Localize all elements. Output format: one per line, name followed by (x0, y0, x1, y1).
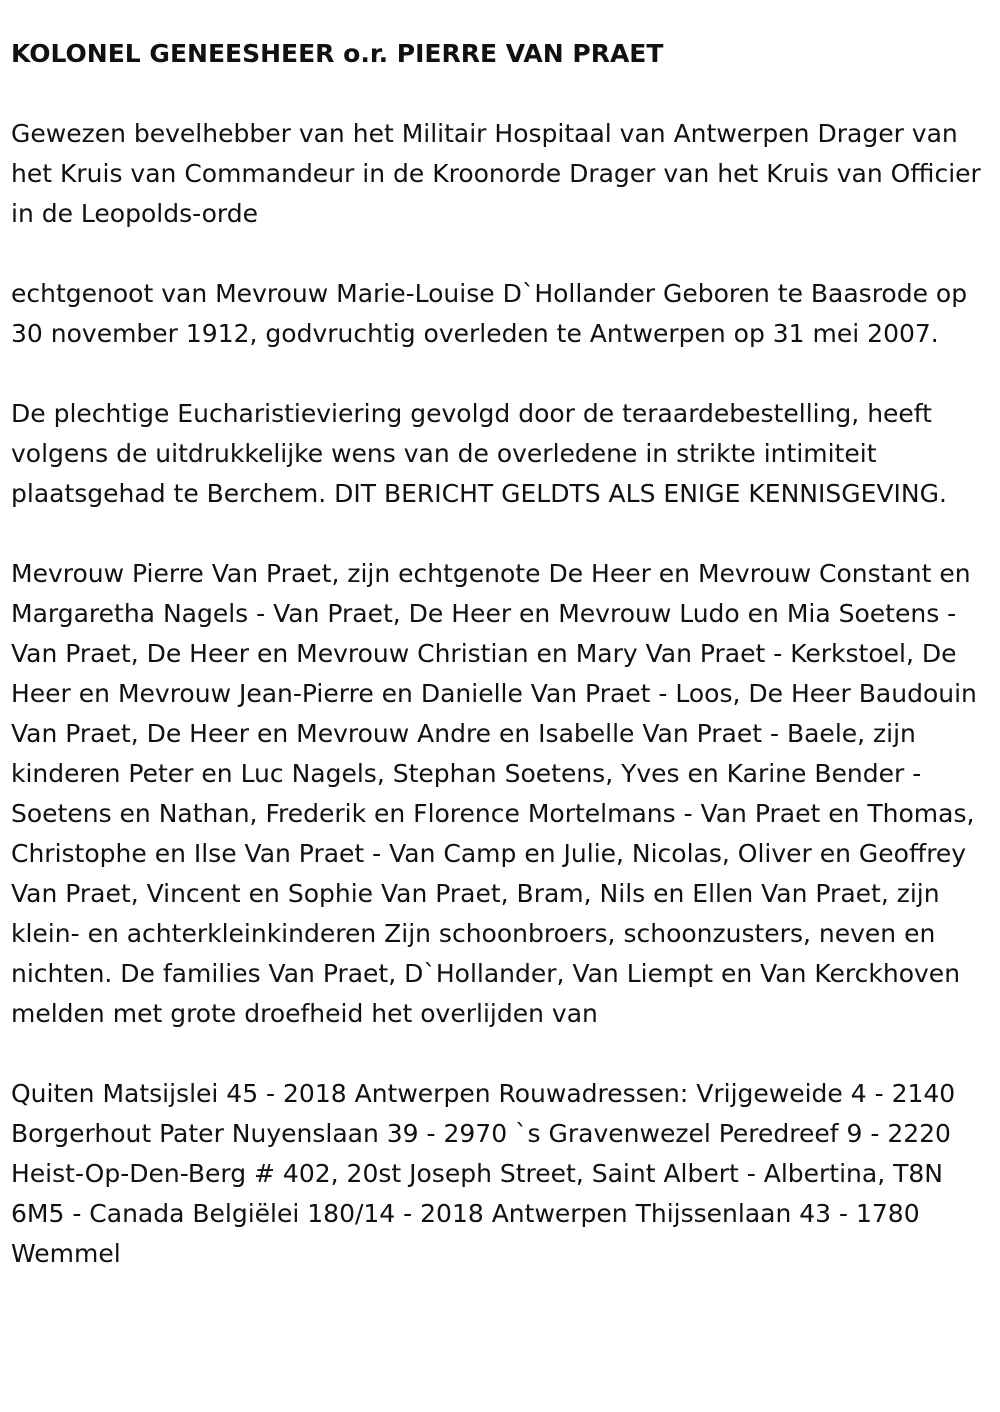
paragraph-ceremony: De plechtige Eucharistieviering gevolgd door de teraardebestelling, heeft volgens de uitdrukkelijke wens van de overledene in strikte intimiteit plaatsgehad te Berchem. DIT BERICHT GELDTS ALS ENIGE KENNISGEVING. (11, 399, 947, 508)
obituary-notice (11, 34, 993, 1274)
notice-title: KOLONEL GENEESHEER o.r. PIERRE VAN PRAET (11, 39, 664, 68)
paragraph-honours: Gewezen bevelhebber van het Militair Hospitaal van Antwerpen Drager van het Kruis van Commandeur in de Kroonorde Drager van het Kruis van Officier in de Leopolds-orde (11, 119, 981, 228)
paragraph-family: Mevrouw Pierre Van Praet, zijn echtgenote De Heer en Mevrouw Constant en Margaretha Nagels - Van Praet, De Heer en Mevrouw Ludo en Mia Soetens - Van Praet, De Heer en Mevrouw Christian en Mary Van Praet - Kerkstoel, De Heer en Mevrouw Jean-Pierre en Danielle Van Praet - Loos, De Heer Baudouin Van Praet, De Heer en Mevrouw Andre en Isabelle Van Praet - Baele, zijn kinderen Peter en Luc Nagels, Stephan Soetens, Yves en Karine Bender - Soetens en Nathan, Frederik en Florence Mortelmans - Van Praet en Thomas, Christophe en Ilse Van Praet - Van Camp en Julie, Nicolas, Oliver en Geoffrey Van Praet, Vincent en Sophie Van Praet, Bram, Nils en Ellen Van Praet, zijn klein- en achterkleinkinderen Zijn schoonbroers, schoonzusters, neven en nichten. De families Van Praet, D`Hollander, Van Liempt en Van Kerckhoven melden met grote droefheid het overlijden van (11, 559, 977, 1028)
paragraph-birth-death: echtgenoot van Mevrouw Marie-Louise D`Hollander Geboren te Baasrode op 30 november 1912, godvruchtig overleden te Antwerpen op 31 mei 2007. (11, 279, 968, 348)
paragraph-addresses: Quiten Matsijslei 45 - 2018 Antwerpen Rouwadressen: Vrijgeweide 4 - 2140 Borgerhout Pater Nuyenslaan 39 - 2970 `s Gravenwezel Peredreef 9 - 2220 Heist-Op-Den-Berg # 402, 20st Joseph Street, Saint Albert - Albertina, T8N 6M5 - Canada Belgiëlei 180/14 - 2018 Antwerpen Thijssenlaan 43 - 1780 Wemmel (11, 1079, 956, 1268)
